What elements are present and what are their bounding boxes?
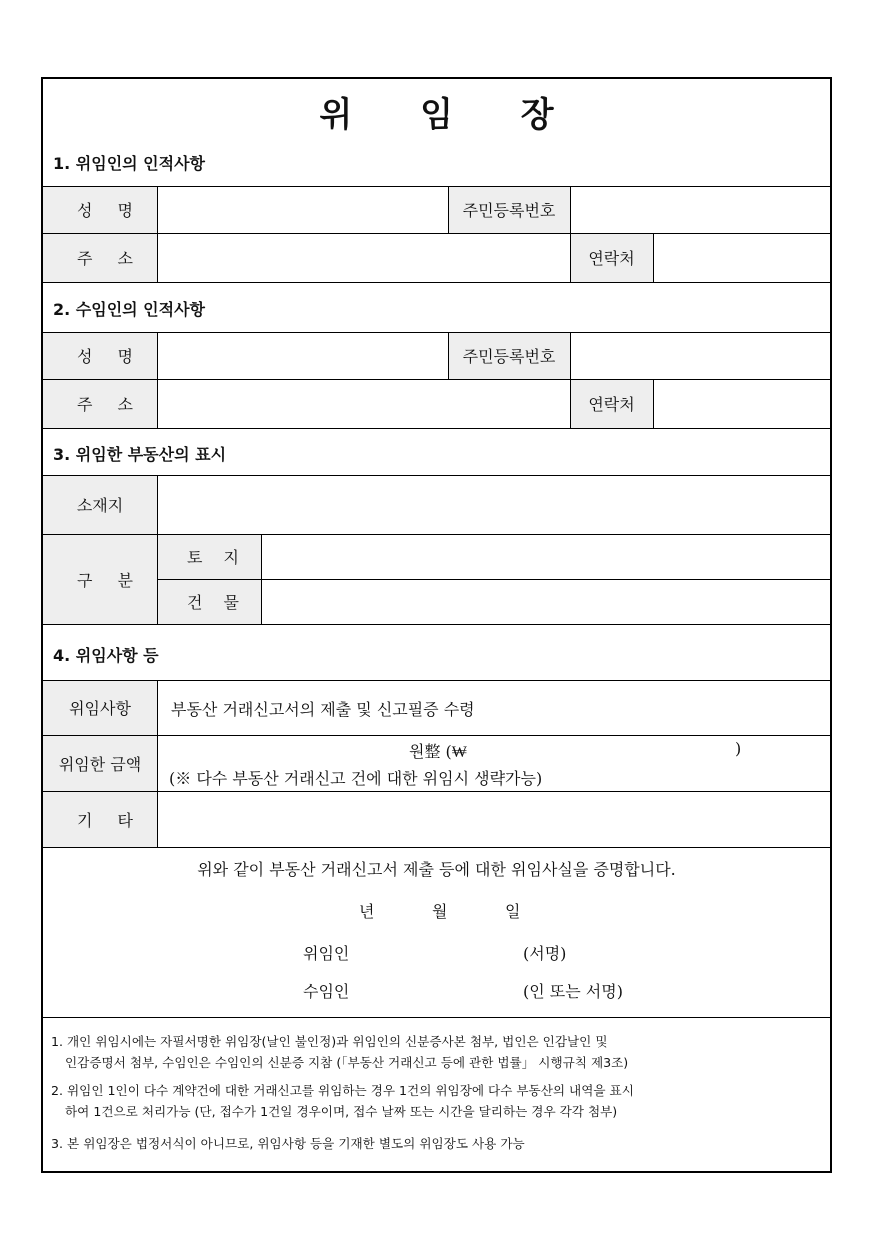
category-label: 구 분 [77,570,143,590]
section-heading-property: 3. 위임한 부동산의 표시 [53,445,227,464]
delegatee-sign-label: 수임인 [303,982,350,1001]
amount-prefix: 원整 (₩ [409,742,467,761]
delegatee-contact-label: 연락처 [588,395,635,414]
location-field[interactable] [158,476,830,534]
date-month-label: 월 [432,902,448,921]
delegatee-rrn-field[interactable] [571,333,830,379]
other-field[interactable] [158,792,830,847]
delegatee-rrn-label: 주민등록번호 [462,347,556,366]
section-heading-delegator: 1. 위임인의 인적사항 [53,154,205,173]
document-title: 위 임 장 [319,95,582,135]
delegator-contact-field[interactable] [654,234,830,282]
section-heading-delegatee: 2. 수임인의 인적사항 [53,300,205,319]
section-heading-delegation: 4. 위임사항 등 [53,646,159,665]
delegatee-signature: (인 또는 서명) [523,982,623,1001]
rule [43,735,830,736]
delegated-matter-label: 위임사항 [69,699,131,718]
delegator-name-field[interactable] [158,187,448,233]
rule [43,847,830,848]
land-field[interactable] [262,535,830,579]
note-1-line-2: 인감증명서 첨부, 수임인은 수임인의 신분증 지참 (「부동산 거래신고 등에 관한 법률」 시행규칙 제3조) [65,1055,629,1070]
note-2 [51,1080,827,1122]
power-of-attorney-form [41,77,832,1173]
delegator-rrn-field[interactable] [571,187,830,233]
location-label: 소재지 [76,496,124,515]
other-label: 기 타 [77,810,143,830]
building-label: 건 물 [187,593,247,612]
date-day-label: 일 [505,902,521,921]
delegator-rrn-label: 주민등록번호 [462,201,556,220]
note-2-line-1: 2. 위임인 1인이 다수 계약건에 대한 거래신고를 위임하는 경우 1건의 위임장에 다수 부동산의 내역을 표시 [51,1083,634,1098]
delegated-matter-text: 부동산 거래신고서의 제출 및 신고필증 수령 [171,700,475,719]
delegator-address-field[interactable] [158,234,570,282]
delegated-amount-label: 위임한 금액 [58,754,142,774]
delegatee-address-field[interactable] [158,380,570,428]
building-field[interactable] [262,580,830,624]
delegatee-name-label: 성 명 [77,347,143,366]
amount-note: (※ 다수 부동산 거래신고 건에 대한 위임시 생략가능) [169,769,543,788]
rule [43,428,830,429]
rule [43,1017,830,1018]
note-3-line-1: 3. 본 위임장은 법정서식이 아니므로, 위임사항 등을 기재한 별도의 위임장도 사용 가능 [51,1136,525,1151]
delegatee-name-field[interactable] [158,333,448,379]
rule [43,624,830,625]
note-1-line-1: 1. 개인 위임시에는 자필서명한 위임장(날인 불인정)과 위임인의 신분증사본 첨부, 법인은 인감날인 및 [51,1034,608,1049]
rule [43,680,830,681]
delegator-contact-label: 연락처 [588,249,635,268]
delegatee-contact-field[interactable] [654,380,830,428]
note-3 [51,1133,827,1154]
delegatee-address-label: 주 소 [77,395,143,414]
certification-statement: 위와 같이 부동산 거래신고서 제출 등에 대한 위임사실을 증명합니다. [197,860,676,879]
date-year-label: 년 [359,902,375,921]
rule [43,282,830,283]
note-1 [51,1031,827,1073]
land-label: 토 지 [187,548,247,567]
amount-field[interactable] [508,737,728,761]
amount-suffix: ) [735,739,742,758]
note-2-line-2: 하여 1건으로 처리가능 (단, 접수가 1건일 경우이며, 접수 날짜 또는 시간을 달리하는 경우 각각 첨부) [65,1104,618,1119]
delegator-sign-label: 위임인 [303,944,350,963]
delegator-name-label: 성 명 [77,201,143,220]
delegator-signature: (서명) [523,944,567,963]
delegator-address-label: 주 소 [77,249,143,268]
